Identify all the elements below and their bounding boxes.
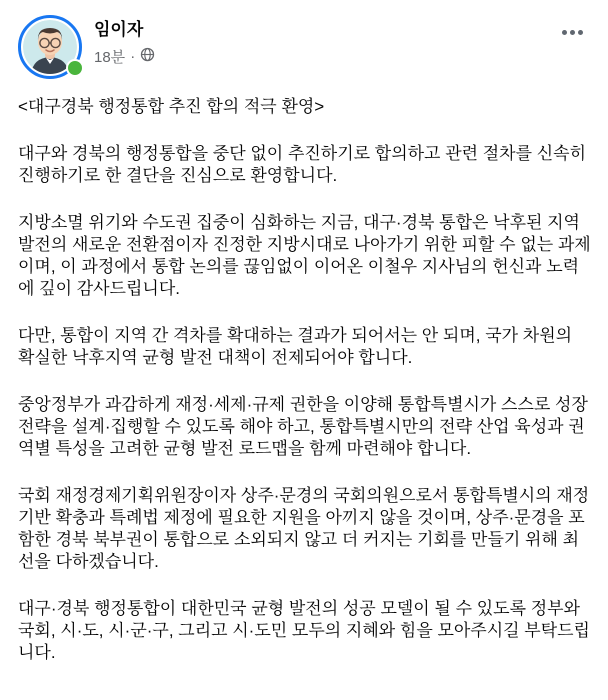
ellipsis-icon [570,30,575,35]
profile-avatar[interactable] [18,15,82,79]
globe-icon [140,47,155,66]
post-body-text [0,79,608,664]
ellipsis-icon [562,30,567,35]
author-name[interactable]: 임이자 [94,20,144,39]
post-header [0,0,608,79]
header-meta [94,15,155,67]
meta-separator: · [130,48,136,66]
ellipsis-icon [578,30,583,35]
online-green-dot [66,59,84,77]
post-meta-row [94,46,155,67]
post-paragraph: 대구·경북 행정통합이 대한민국 균형 발전의 성공 모델이 될 수 있도록 정부와 국회, 시·도, 시·군·구, 그리고 시·도민 모두의 지혜와 힘을 모아주시길 부탁드립니다. [18,599,590,662]
post-paragraph: 국회 재정경제기획위원장이자 상주·문경의 국회의원으로서 통합특별시의 재정 기반 확충과 특례법 제정에 필요한 지원을 아끼지 않을 것이며, 상주·문경을 포함한 경북 북부권이 통합으로 소외되지 않고 더 커지는 기회를 만들기 위해 최선을 다하겠습니다. [18,486,594,571]
more-options-button[interactable] [554,18,590,46]
post-paragraph-title: <대구경북 행정통합 추진 합의 적극 환영> [18,97,325,116]
post-paragraph: 중앙정부가 과감하게 재정·세제·규제 권한을 이양해 통합특별시가 스스로 성장 전략을 설계·집행할 수 있도록 해야 하고, 통합특별시만의 전략 산업 육성과 권역별 특성을 고려한 균형 발전 로드맵을 함께 마련해야 합니다. [18,395,593,458]
timestamp[interactable]: 18분 [94,49,126,67]
post-paragraph: 다만, 통합이 지역 간 격차를 확대하는 결과가 되어서는 안 되며, 국가 차원의 확실한 낙후지역 균형 발전 대책이 전제되어야 합니다. [18,326,577,367]
post-paragraph: 지방소멸 위기와 수도권 집중이 심화하는 지금, 대구·경북 통합은 낙후된 지역 발전의 새로운 전환점이자 진정한 지방시대로 나아가기 위한 피할 수 없는 과제이며, 이 과정에서 통합 논의를 끊임없이 이어온 이철우 지사님의 헌신과 노력에 깊이 감사드립니다. [18,213,591,298]
post-paragraph: 대구와 경북의 행정통합을 중단 없이 추진하기로 합의하고 관련 절차를 신속히 진행하기로 한 결단을 진심으로 환영합니다. [18,144,591,185]
